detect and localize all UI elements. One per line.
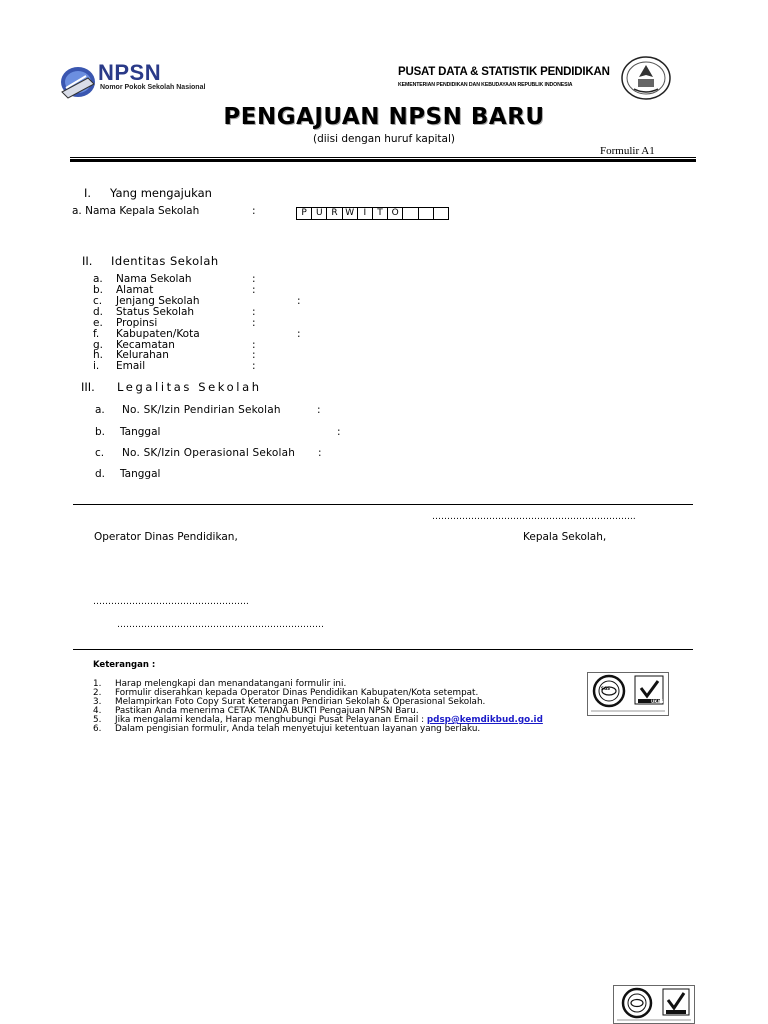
principal-signature-dots: …………………………………………………………… xyxy=(117,620,324,630)
note-text: Jika mengalami kendala, Harap menghubungi Pusat Pelayanan Email : xyxy=(115,715,427,725)
form-subtitle: (diisi dengan huruf kapital) xyxy=(313,133,455,145)
legal-field-letter: d. xyxy=(95,468,106,480)
name-box[interactable]: R xyxy=(327,208,342,219)
name-box[interactable]: I xyxy=(358,208,373,219)
school-field-letter: f. xyxy=(93,328,100,340)
note-text: Formulir diserahkan kepada Operator Dinas Pendidikan Kabupaten/Kota setempat. xyxy=(115,688,479,698)
school-field-letter: a. xyxy=(93,273,103,285)
operator-signature-label: Operator Dinas Pendidikan, xyxy=(94,531,238,543)
note-text: Dalam pengisian formulir, Anda telah menyetujui ketentuan layanan yang berlaku. xyxy=(115,724,481,734)
school-field-colon: : xyxy=(252,339,256,351)
iso-certification-icon xyxy=(587,672,669,716)
name-box[interactable]: T xyxy=(373,208,388,219)
legal-field-colon: : xyxy=(337,426,341,438)
agency-title: PUSAT DATA & STATISTIK PENDIDIKAN xyxy=(398,66,610,78)
form-code: Formulir A1 xyxy=(600,145,655,157)
school-field-colon: : xyxy=(297,328,301,340)
school-field-letter: e. xyxy=(93,317,103,329)
name-box[interactable] xyxy=(419,208,434,219)
school-field-label: Alamat xyxy=(116,284,154,296)
section1-number: I. xyxy=(84,186,92,200)
section3-heading: Legalitas Sekolah xyxy=(117,380,262,394)
school-field-colon: : xyxy=(252,360,256,372)
school-field-colon: : xyxy=(252,306,256,318)
npsn-logo-subtitle: Nomor Pokok Sekolah Nasional xyxy=(100,84,206,91)
principal-name-colon: : xyxy=(252,205,256,217)
name-box[interactable] xyxy=(403,208,418,219)
school-field-letter: i. xyxy=(93,360,100,372)
school-field-letter: d. xyxy=(93,306,104,318)
operator-signature-dots: ……………………………………………. xyxy=(93,597,249,607)
school-field-colon: : xyxy=(252,317,256,329)
school-field-letter: g. xyxy=(93,339,104,351)
note-text: Melampirkan Foto Copy Surat Keterangan Pendirian Sekolah & Operasional Sekolah. xyxy=(115,697,486,707)
school-field-label: Nama Sekolah xyxy=(116,273,192,285)
school-field-label: Kelurahan xyxy=(116,349,169,361)
school-field-label: Kabupaten/Kota xyxy=(116,328,200,340)
section2-number: II. xyxy=(82,254,93,268)
legal-field-colon: : xyxy=(318,447,322,459)
school-field-letter: b. xyxy=(93,284,104,296)
section2-heading: Identitas Sekolah xyxy=(111,254,219,268)
note-number: 5. xyxy=(93,715,102,725)
school-field-label: Email xyxy=(116,360,146,372)
notes-divider xyxy=(73,649,693,650)
iso-certification-footer-icon xyxy=(613,985,695,1024)
legal-field-letter: a. xyxy=(95,404,105,416)
ukas-label: UKAS xyxy=(651,699,664,704)
school-field-label: Jenjang Sekolah xyxy=(116,295,200,307)
npsn-logo-word: NPSN xyxy=(98,60,162,85)
name-box[interactable] xyxy=(434,208,448,219)
legal-field-letter: c. xyxy=(95,447,105,459)
section3-number: III. xyxy=(81,380,95,394)
legal-field-label: No. SK/Izin Operasional Sekolah xyxy=(122,447,296,459)
school-field-letter: c. xyxy=(93,295,103,307)
section1-heading: Yang mengajukan xyxy=(110,186,212,200)
support-email-link[interactable]: pdsp@kemdikbud.go.id xyxy=(426,715,543,725)
note-number: 6. xyxy=(93,724,102,734)
school-field-colon: : xyxy=(252,284,256,296)
legal-field-label: Tanggal xyxy=(120,468,161,480)
legal-field-label: No. SK/Izin Pendirian Sekolah xyxy=(122,404,281,416)
legal-field-colon: : xyxy=(317,404,321,416)
school-field-label: Kecamatan xyxy=(116,339,175,351)
note-number: 1. xyxy=(93,679,102,689)
principal-signature-label: Kepala Sekolah, xyxy=(523,531,607,543)
form-title: PENGAJUAN NPSN BARU xyxy=(223,104,545,130)
note-number: 2. xyxy=(93,688,102,698)
principal-name-boxes[interactable] xyxy=(296,207,449,220)
school-field-colon: : xyxy=(252,273,256,285)
school-field-letter: h. xyxy=(93,349,103,361)
legal-field-label: Tanggal xyxy=(120,426,161,438)
school-field-colon: : xyxy=(252,349,256,361)
header-divider xyxy=(70,157,696,158)
principal-name-label: a. Nama Kepala Sekolah xyxy=(72,205,200,217)
note-text: Harap melengkapi dan menandatangani formulir ini. xyxy=(115,679,347,689)
note-text: Pastikan Anda menerima CETAK TANDA BUKTI Pengajuan NPSN Baru. xyxy=(115,706,419,716)
notes-heading: Keterangan : xyxy=(93,660,156,670)
name-box[interactable]: W xyxy=(343,208,358,219)
school-field-label: Propinsi xyxy=(116,317,158,329)
name-box[interactable]: O xyxy=(388,208,403,219)
name-box[interactable]: P xyxy=(297,208,312,219)
note-number: 4. xyxy=(93,706,102,716)
name-box[interactable]: U xyxy=(312,208,327,219)
place-date-dots: ………………………………………………………….. xyxy=(432,512,636,522)
sgs-label: SGS xyxy=(601,686,611,691)
agency-subtitle: KEMENTERIAN PENDIDIKAN DAN KEBUDAYAAN REPUBLIK INDONESIA xyxy=(398,82,573,88)
ministry-emblem-icon xyxy=(620,55,672,101)
legal-field-letter: b. xyxy=(95,426,106,438)
note-number: 3. xyxy=(93,697,102,707)
header-divider-thick xyxy=(70,159,696,162)
school-field-colon: : xyxy=(297,295,301,307)
school-field-label: Status Sekolah xyxy=(116,306,195,318)
signature-divider xyxy=(73,504,693,505)
